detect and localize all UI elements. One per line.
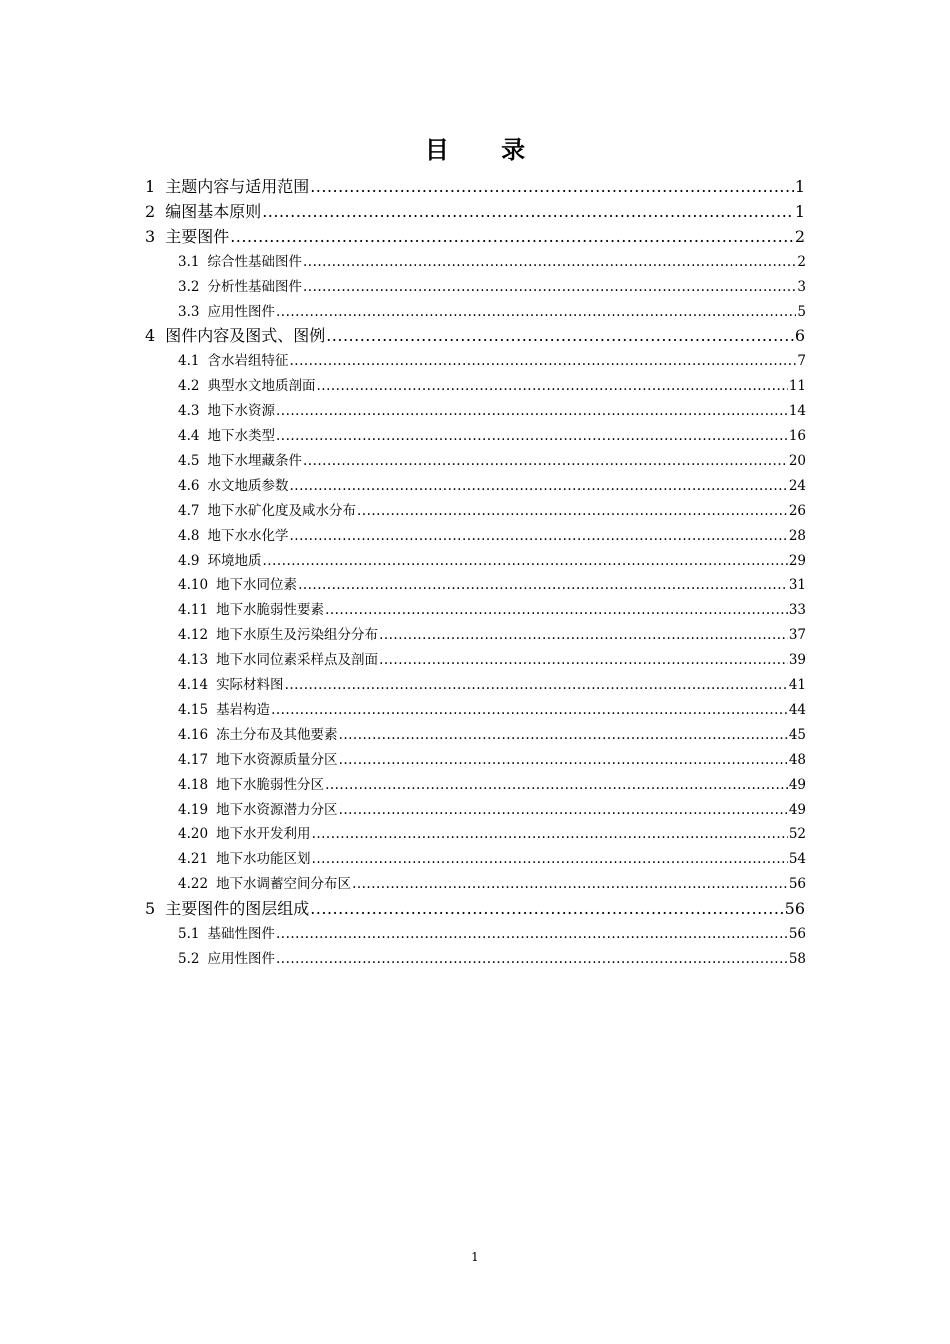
toc-entry-title: 地下水水化学 (207, 527, 289, 544)
toc-entry-title: 地下水资源潜力分区 (216, 801, 338, 818)
toc-entry[interactable] (178, 723, 806, 747)
toc-leader-dots (276, 947, 788, 971)
toc-entry-page: 31 (788, 577, 806, 594)
toc-entry[interactable] (178, 499, 806, 523)
toc-entry-title: 地下水矿化度及咸水分布 (207, 502, 356, 519)
toc-entry[interactable] (178, 822, 806, 846)
toc-entry-page: 7 (797, 353, 806, 370)
toc-entry[interactable] (178, 623, 806, 647)
toc-entry[interactable] (145, 225, 805, 249)
toc-entry-number: 4.9 (178, 552, 200, 569)
toc-entry-page: 5 (797, 303, 806, 320)
toc-leader-dots (276, 399, 788, 423)
toc-entry-number: 4.8 (178, 527, 200, 544)
toc-entry-number: 2 (145, 201, 156, 221)
toc-entry-page: 44 (788, 701, 806, 718)
toc-entry-page: 1 (794, 177, 805, 196)
toc-entry[interactable] (178, 698, 806, 722)
toc-entry-number: 3.1 (178, 253, 200, 270)
toc-entry-page: 56 (788, 876, 806, 893)
toc-entry-page: 58 (788, 950, 806, 967)
toc-entry[interactable] (178, 424, 806, 448)
toc-entry[interactable] (178, 598, 806, 622)
toc-entry-page: 14 (788, 403, 806, 420)
toc-entry-title: 地下水资源 (207, 403, 275, 420)
toc-leader-dots (230, 225, 794, 249)
toc-leader-dots (325, 773, 788, 797)
toc-entry-title: 地下水开发利用 (216, 826, 311, 843)
toc-entry-number: 4.15 (178, 701, 209, 718)
toc-entry-title: 综合性基础图件 (207, 253, 302, 270)
toc-entry-page: 28 (788, 527, 806, 544)
toc-entry-page: 39 (788, 652, 806, 669)
toc-entry-number: 5.2 (178, 950, 200, 967)
toc-title: 目 录 (424, 135, 548, 164)
toc-leader-dots (357, 499, 788, 523)
toc-leader-dots (298, 573, 788, 597)
toc-entry-number: 1 (145, 177, 156, 196)
toc-leader-dots (339, 798, 788, 822)
toc-leader-dots (326, 324, 794, 348)
toc-entry[interactable] (178, 748, 806, 772)
toc-entry-page: 20 (788, 452, 806, 469)
toc-entry-page: 54 (788, 851, 806, 868)
toc-entry-number: 4.5 (178, 452, 200, 469)
toc-leader-dots (303, 449, 788, 473)
toc-entry[interactable] (178, 922, 806, 946)
toc-entry-title: 地下水资源质量分区 (216, 751, 338, 768)
toc-entry-page: 6 (794, 326, 805, 346)
toc-entry[interactable] (178, 673, 806, 697)
toc-entry-page: 3 (797, 278, 806, 295)
toc-entry-page: 52 (788, 826, 806, 843)
toc-entry-title: 环境地质 (207, 552, 262, 569)
toc-entry[interactable] (178, 648, 806, 672)
toc-entry[interactable] (178, 349, 806, 373)
toc-entry-title: 图件内容及图式、图例 (165, 326, 326, 346)
toc-entry-page: 26 (788, 502, 806, 519)
toc-entry-page: 2 (794, 226, 805, 246)
toc-entry[interactable] (178, 872, 806, 896)
toc-leader-dots (379, 648, 788, 672)
toc-entry[interactable] (145, 324, 805, 348)
toc-entry-number: 4.11 (178, 602, 209, 619)
toc-entry-number: 4.22 (178, 876, 209, 893)
toc-entry-title: 地下水原生及污染组分分布 (216, 627, 379, 644)
toc-entry-number: 3.2 (178, 278, 200, 295)
toc-entry-page: 49 (788, 776, 806, 793)
toc-entry[interactable] (178, 474, 806, 498)
toc-leader-dots (312, 822, 788, 846)
toc-entry-title: 地下水调蓄空间分布区 (216, 876, 352, 893)
toc-entry-title: 基础性图件 (207, 926, 275, 942)
toc-entry[interactable] (178, 399, 806, 423)
toc-entry-title: 典型水文地质剖面 (207, 378, 316, 395)
toc-leader-dots (289, 349, 796, 373)
toc-leader-dots (262, 549, 787, 573)
toc-entry-number: 4.18 (178, 776, 209, 793)
toc-leader-dots (379, 623, 788, 647)
toc-entry-title: 地下水同位素 (216, 577, 298, 594)
toc-entry-title: 基岩构造 (216, 701, 271, 718)
toc-leader-dots (310, 175, 794, 199)
toc-leader-dots (276, 300, 796, 324)
toc-entry-number: 5 (145, 899, 156, 919)
toc-entry-title: 应用性图件 (207, 950, 275, 967)
toc-entry-title: 实际材料图 (216, 677, 284, 693)
toc-entry[interactable] (178, 524, 806, 548)
toc-leader-dots (303, 250, 796, 274)
toc-leader-dots (271, 698, 788, 722)
toc-entry-number: 4 (145, 326, 156, 346)
toc-leader-dots (339, 748, 788, 772)
toc-leader-dots (289, 474, 787, 498)
toc-entry[interactable] (178, 300, 806, 324)
toc-entry[interactable] (178, 773, 806, 797)
toc-entry-number: 4.10 (178, 577, 209, 594)
toc-entry[interactable] (145, 175, 805, 199)
toc-leader-dots (262, 200, 794, 224)
toc-entry-title: 应用性图件 (207, 303, 275, 320)
toc-leader-dots (339, 723, 788, 747)
toc-entry-number: 4.2 (178, 378, 200, 395)
toc-entry[interactable] (145, 200, 805, 224)
toc-entry-number: 4.19 (178, 801, 209, 818)
toc-entry-number: 4.3 (178, 403, 200, 420)
toc-entry-number: 4.13 (178, 652, 209, 669)
toc-entry-title: 冻土分布及其他要素 (216, 726, 338, 743)
toc-entry[interactable] (178, 847, 806, 871)
toc-leader-dots (352, 872, 788, 896)
toc-entry-number: 4.20 (178, 826, 209, 843)
toc-entry[interactable] (178, 549, 806, 573)
toc-entry-title: 地下水功能区划 (216, 851, 311, 868)
toc-entry[interactable] (178, 449, 806, 473)
toc-entry[interactable] (178, 250, 806, 274)
toc-entry[interactable] (178, 275, 806, 299)
toc-entry-number: 4.12 (178, 627, 209, 644)
toc-leader-dots (316, 374, 787, 398)
toc-entry-title: 主要图件 (165, 226, 230, 246)
toc-entry-page: 1 (794, 201, 805, 221)
toc-entry-title: 地下水脆弱性分区 (216, 776, 325, 793)
toc-entry-number: 4.21 (178, 851, 209, 868)
toc-entry-page: 16 (788, 428, 806, 444)
toc-entry-title: 编图基本原则 (165, 201, 262, 221)
toc-entry-number: 4.6 (178, 477, 200, 494)
toc-entry-page: 56 (784, 899, 805, 919)
toc-entry-number: 4.4 (178, 428, 200, 444)
toc-leader-dots (312, 847, 788, 871)
toc-entry-page: 56 (788, 926, 806, 942)
toc-entry-page: 45 (788, 726, 806, 743)
toc-entry-page: 41 (788, 677, 806, 693)
toc-entry-title: 主要图件的图层组成 (165, 899, 310, 919)
toc-entry-page: 49 (788, 801, 806, 818)
toc-entry-title: 地下水类型 (207, 428, 275, 444)
toc-entry-page: 2 (797, 253, 806, 270)
toc-leader-dots (289, 524, 787, 548)
toc-entry-page: 29 (788, 552, 806, 569)
toc-entry-number: 4.7 (178, 502, 200, 519)
toc-leader-dots (303, 275, 796, 299)
toc-entry-page: 37 (788, 627, 806, 644)
toc-entry[interactable] (178, 947, 806, 971)
toc-entry-number: 4.1 (178, 353, 200, 370)
toc-entry-number: 4.16 (178, 726, 209, 743)
toc-entry-number: 4.17 (178, 751, 209, 768)
toc-entry-page: 33 (788, 602, 806, 619)
toc-entry-title: 地下水脆弱性要素 (216, 602, 325, 619)
toc-entry-page: 11 (788, 378, 806, 395)
toc-entry-title: 地下水同位素采样点及剖面 (216, 652, 379, 669)
toc-leader-dots (325, 598, 788, 622)
toc-entry[interactable] (178, 798, 806, 822)
toc-entry[interactable] (178, 573, 806, 597)
toc-entry-number: 3 (145, 226, 156, 246)
toc-entry-title: 水文地质参数 (207, 477, 289, 494)
toc-entry-title: 主题内容与适用范围 (165, 177, 310, 196)
toc-entry-page: 48 (788, 751, 806, 768)
toc-leader-dots (276, 424, 788, 448)
toc-entry-title: 含水岩组特征 (207, 353, 289, 370)
toc-entry[interactable] (178, 374, 806, 398)
toc-entry-number: 5.1 (178, 926, 200, 942)
toc-leader-dots (276, 922, 788, 946)
toc-leader-dots (285, 673, 788, 697)
toc-entry-title: 地下水埋藏条件 (207, 452, 302, 469)
toc-entry[interactable] (145, 897, 805, 921)
page-number: 1 (471, 1250, 479, 1264)
toc-entry-title: 分析性基础图件 (207, 278, 302, 295)
toc-entry-number: 4.14 (178, 677, 209, 693)
toc-entry-page: 24 (788, 477, 806, 494)
toc-leader-dots (310, 897, 783, 921)
toc-entry-number: 3.3 (178, 303, 200, 320)
